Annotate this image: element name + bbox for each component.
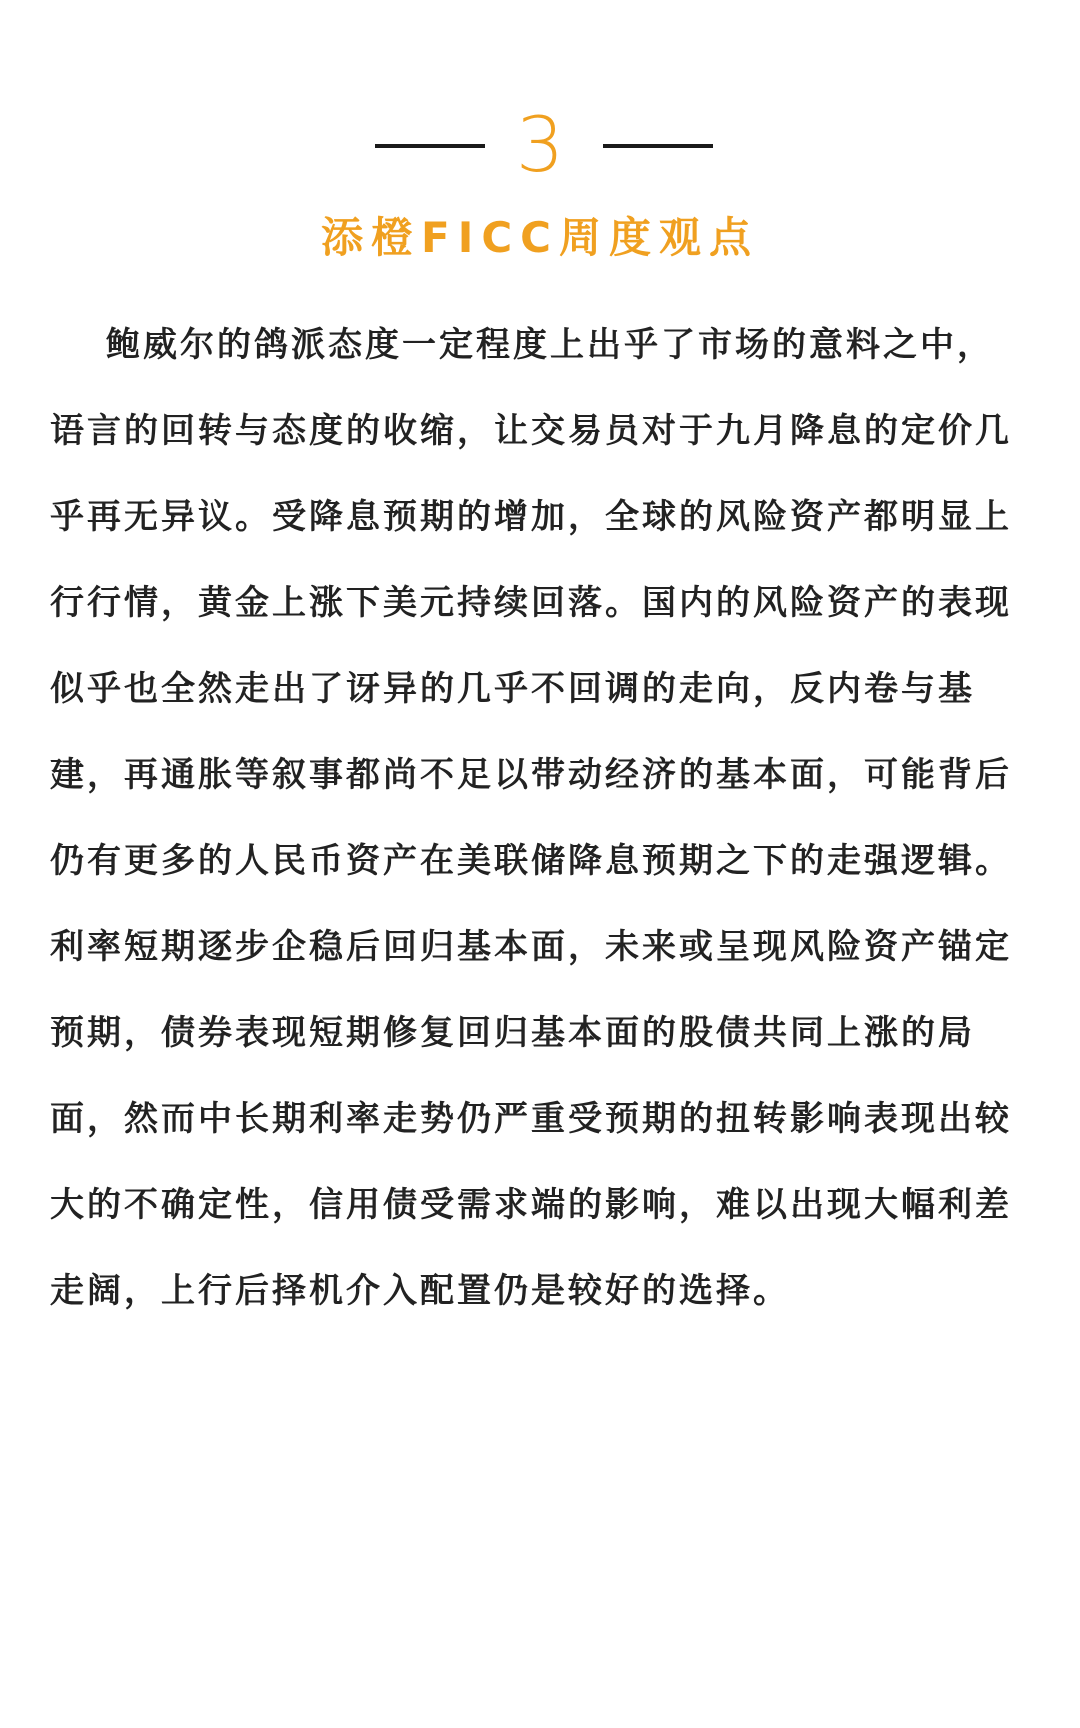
paragraph-line: 乎再无异议。受降息预期的增加，全球的风险资产都明显上 <box>50 497 1012 537</box>
paragraph-line: 似乎也全然走出了讶异的几乎不回调的走向，反内卷与基 <box>50 669 975 709</box>
article-paragraph <box>50 316 1040 1348</box>
right-divider-line <box>603 144 713 148</box>
section-header <box>0 100 1080 190</box>
section-number: 3 <box>515 100 565 189</box>
paragraph-line: 语言的回转与态度的收缩，让交易员对于九月降息的定价几 <box>50 411 1012 451</box>
paragraph-line: 面，然而中长期利率走势仍严重受预期的扭转影响表现出较 <box>50 1099 1012 1139</box>
paragraph-line: 走阔，上行后择机介入配置仍是较好的选择。 <box>50 1271 790 1311</box>
paragraph-line: 仍有更多的人民币资产在美联储降息预期之下的走强逻辑。 <box>50 841 1012 881</box>
paragraph-line: 大的不确定性，信用债受需求端的影响，难以出现大幅利差 <box>50 1185 1012 1225</box>
paragraph-line: 行行情，黄金上涨下美元持续回落。国内的风险资产的表现 <box>50 583 1012 623</box>
paragraph-line: 预期，债券表现短期修复回归基本面的股债共同上涨的局 <box>50 1013 975 1053</box>
paragraph-line: 鲍威尔的鸽派态度一定程度上出乎了市场的意料之中， <box>106 325 994 365</box>
paragraph-line: 利率短期逐步企稳后回归基本面，未来或呈现风险资产锚定 <box>50 927 1012 967</box>
section-title: 添橙FICC周度观点 <box>321 213 759 262</box>
left-divider-line <box>375 144 485 148</box>
paragraph-line: 建，再通胀等叙事都尚不足以带动经济的基本面，可能背后 <box>50 755 1012 795</box>
